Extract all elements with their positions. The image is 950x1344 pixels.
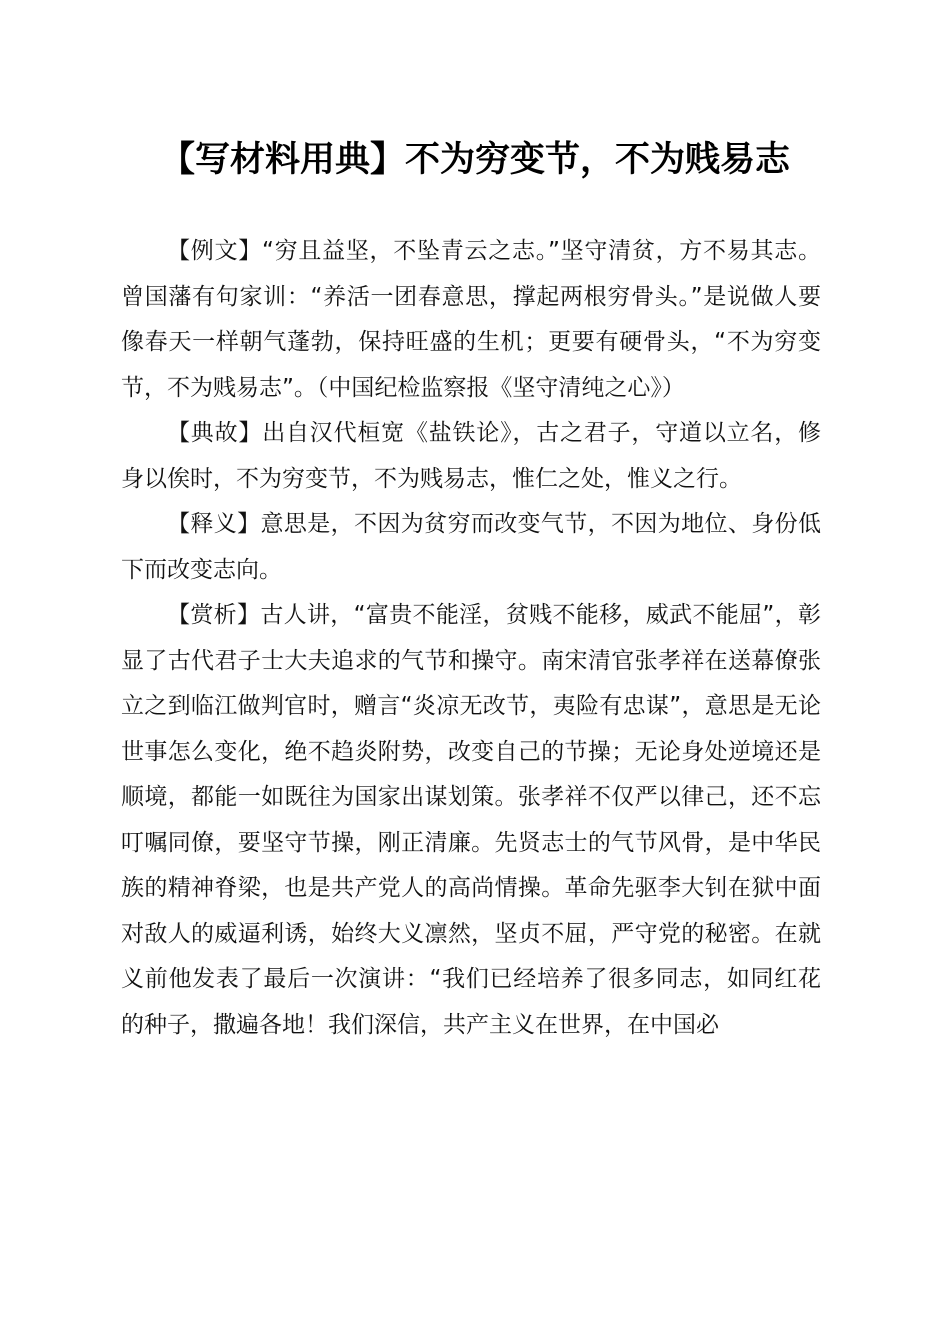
paragraph-analysis [121, 593, 821, 1048]
paragraph-allusion [121, 411, 821, 502]
paragraph-label: 【释义】 [167, 511, 261, 537]
paragraph-text: “穷且益坚，不坠青云之志。”坚守清贫，方不易其志。曾国藩有句家训：“养活一团春意思，撑起两根穷骨头。”是说做人要像春天一样朝气蓬勃，保持旺盛的生机；更要有硬骨头，“不为穷变节，不为贱易志”。（中国纪检监察报《坚守清纯之心》） [121, 238, 821, 401]
document-title: 【写材料用典】不为穷变节，不为贱易志 [159, 139, 790, 180]
paragraph-label: 【典故】 [167, 420, 263, 446]
paragraph-example [121, 229, 821, 411]
paragraph-meaning [121, 502, 821, 593]
paragraph-text: 古人讲，“富贵不能淫，贫贱不能移，威武不能屈”，彰显了古代君子士大夫追求的气节和操守。南宋清官张孝祥在送幕僚张立之到临江做判官时，赠言“炎凉无改节，夷险有忠谋”，意思是无论世事怎么变化，绝不趋炎附势，改变自己的节操；无论身处逆境还是顺境，都能一如既往为国家出谋划策。张孝祥不仅严以律己，还不忘叮嘱同僚，要坚守节操，刚正清廉。先贤志士的气节风骨，是中华民族的精神脊梁，也是共产党人的高尚情操。革命先驱李大钊在狱中面对敌人的威逼利诱，始终大义凛然，坚贞不屈，严守党的秘密。在就义前他发表了最后一次演讲：“我们已经培养了很多同志，如同红花的种子，撒遍各地！我们深信，共产主义在世界，在中国必 [121, 602, 821, 1038]
paragraph-label: 【赏析】 [167, 602, 261, 628]
paragraph-label: 【例文】 [167, 238, 262, 264]
paragraph-text: 出自汉代桓宽《盐铁论》，古之君子，守道以立名，修身以俟时，不为穷变节，不为贱易志，惟仁之处，惟义之行。 [121, 420, 822, 492]
paragraph-text: 意思是，不因为贫穷而改变气节，不因为地位、身份低下而改变志向。 [121, 511, 822, 583]
document-body [121, 229, 821, 1048]
